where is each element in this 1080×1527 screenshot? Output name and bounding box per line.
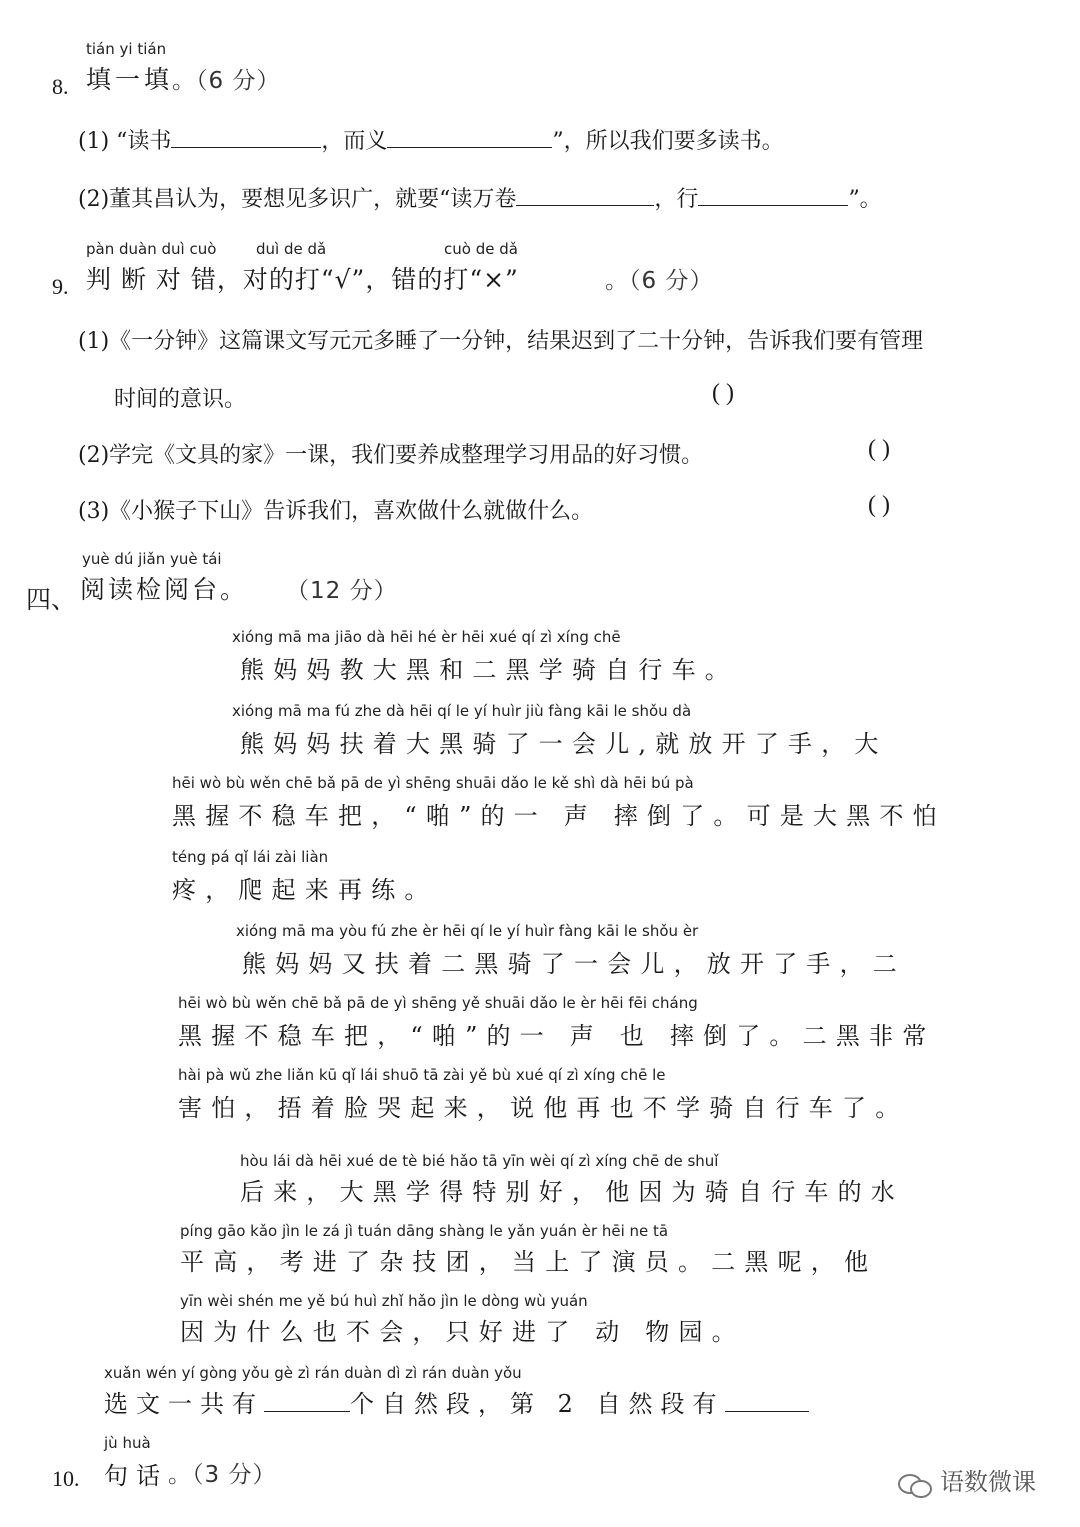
story-pinyin-9: píng gāo kǎo jìn le zá jì tuán dāng shàng le yǎn yuán èr hēi ne tā <box>180 1222 669 1240</box>
q8-pinyin: tián yi tián <box>86 40 167 58</box>
q9-pinyin-2: duì de dǎ <box>256 240 327 258</box>
section-4-title: 阅读检阅台。 <box>80 575 249 604</box>
answer-blank[interactable] <box>264 1389 350 1412</box>
story-line-9: 平高，考进了杂技团，当上了演员。二黑呢，他 <box>180 1248 878 1276</box>
story-line-4: 疼，爬起来再练。 <box>172 876 438 904</box>
story-pinyin-7: hài pà wǔ zhe liǎn kū qǐ lái shuō tā zài yě bù xué qí zì xíng chē le <box>178 1066 666 1084</box>
section-4-score: （12 分） <box>286 578 398 604</box>
story-line-3: 黑握不稳车把，“啪”的一 声 摔倒了。可是大黑不怕 <box>172 802 946 830</box>
story-pinyin-10: yīn wèi shén me yě bú huì zhǐ hǎo jìn le dòng wù yuán <box>180 1292 588 1310</box>
q9-item-3: (3)《小猴子下山》告诉我们，喜欢做什么就做什么。 <box>78 499 594 524</box>
q8-item-1 <box>78 124 784 155</box>
answer-blank[interactable] <box>725 1389 809 1412</box>
story-question-text-a: 选文一共有 <box>104 1390 264 1418</box>
q9-number: 9. <box>52 274 69 299</box>
story-pinyin-4: téng pá qǐ lái zài liàn <box>172 848 329 866</box>
answer-paren-1[interactable]: ( ) <box>712 380 734 406</box>
q8-number: 8. <box>52 74 69 99</box>
story-line-5: 熊妈妈又扶着二黑骑了一会儿，放开了手，二 <box>242 950 906 978</box>
story-line-7: 害怕，捂着脸哭起来，说他再也不学骑自行车了。 <box>178 1094 909 1122</box>
story-line-2: 熊妈妈扶着大黑骑了一会儿,就放开了手，大 <box>240 730 888 758</box>
story-question <box>104 1384 809 1419</box>
story-line-1: 熊妈妈教大黑和二黑学骑自行车。 <box>240 656 738 684</box>
q9-pinyin-1: pàn duàn duì cuò <box>86 240 217 258</box>
answer-blank[interactable] <box>698 183 848 206</box>
q10-title: 句话 <box>104 1462 168 1490</box>
q8-title: 填一填 <box>86 65 174 94</box>
story-line-6: 黑握不稳车把，“啪”的一 声 也 摔倒了。二黑非常 <box>178 1022 936 1050</box>
story-pinyin-1: xióng mā ma jiāo dà hēi hé èr hēi xué qí zì xíng chē <box>232 628 621 646</box>
story-pinyin-2: xióng mā ma fú zhe dà hēi qí le yí huìr jiù fàng kāi le shǒu dà <box>232 702 692 720</box>
answer-blank[interactable] <box>171 125 321 148</box>
wechat-icon <box>898 1470 932 1496</box>
section-4-pinyin: yuè dú jiǎn yuè tái <box>82 550 222 568</box>
q9-pinyin-3: cuò de dǎ <box>444 240 518 258</box>
q10-number: 10. <box>52 1466 80 1491</box>
q9-item-1-line-1: (1)《一分钟》这篇课文写元元多睡了一分钟，结果迟到了二十分钟，告诉我们要有管理 <box>78 329 924 354</box>
q9-item-2: (2)学完《文具的家》一课，我们要养成整理学习用品的好习惯。 <box>78 443 704 468</box>
q8-item-1-text-c: ”，所以我们要多读书。 <box>552 129 784 154</box>
story-line-10: 因为什么也不会，只好进了 动 物园。 <box>180 1318 745 1346</box>
answer-blank[interactable] <box>516 183 654 206</box>
answer-paren-3[interactable]: ( ) <box>868 492 890 518</box>
q8-item-2 <box>78 182 882 213</box>
q8-item-2-text-b: ，行 <box>654 187 699 212</box>
q9-score: 。（6 分） <box>605 268 714 294</box>
watermark <box>898 1462 1036 1497</box>
story-question-pinyin: xuǎn wén yí gòng yǒu gè zì rán duàn dì zì rán duàn yǒu <box>104 1364 522 1382</box>
q8-item-2-text-a: (2)董其昌认为，要想见多识广，就要“读万卷 <box>78 187 517 212</box>
q8-item-1-text-b: ，而义 <box>321 129 388 154</box>
story-line-8: 后来，大黑学得特别好，他因为骑自行车的水 <box>240 1178 904 1206</box>
q10-pinyin: jù huà <box>104 1434 151 1452</box>
answer-blank[interactable] <box>387 125 552 148</box>
watermark-text: 语数微课 <box>940 1468 1036 1496</box>
story-pinyin-3: hēi wò bù wěn chē bǎ pā de yì shēng shuāi dǎo le kě shì dà hēi bú pà <box>172 774 694 792</box>
story-question-text-b: 个自然段，第 2 自然段有 <box>350 1390 725 1418</box>
answer-paren-2[interactable]: ( ) <box>868 436 890 462</box>
story-pinyin-5: xióng mā ma yòu fú zhe èr hēi qí le yí huìr fàng kāi le shǒu èr <box>236 922 699 940</box>
q9-item-1-line-2: 时间的意识。 <box>114 387 247 412</box>
q8-item-2-text-c: ”。 <box>848 187 882 212</box>
story-pinyin-8: hòu lái dà hēi xué de tè bié hǎo tā yīn wèi qí zì xíng chē de shuǐ <box>240 1152 719 1170</box>
section-4-label: 四、 <box>26 585 77 614</box>
q8-item-1-text-a: (1) “读书 <box>78 129 172 154</box>
q10-score: 。（3 分） <box>168 1462 277 1488</box>
q9-title: 判 断 对 错，对的打“√”，错的打“×” <box>86 265 519 294</box>
story-pinyin-6: hēi wò bù wěn chē bǎ pā de yì shēng yě shuāi dǎo le èr hēi fēi cháng <box>178 994 698 1012</box>
q8-score: 。（6 分） <box>172 68 281 94</box>
